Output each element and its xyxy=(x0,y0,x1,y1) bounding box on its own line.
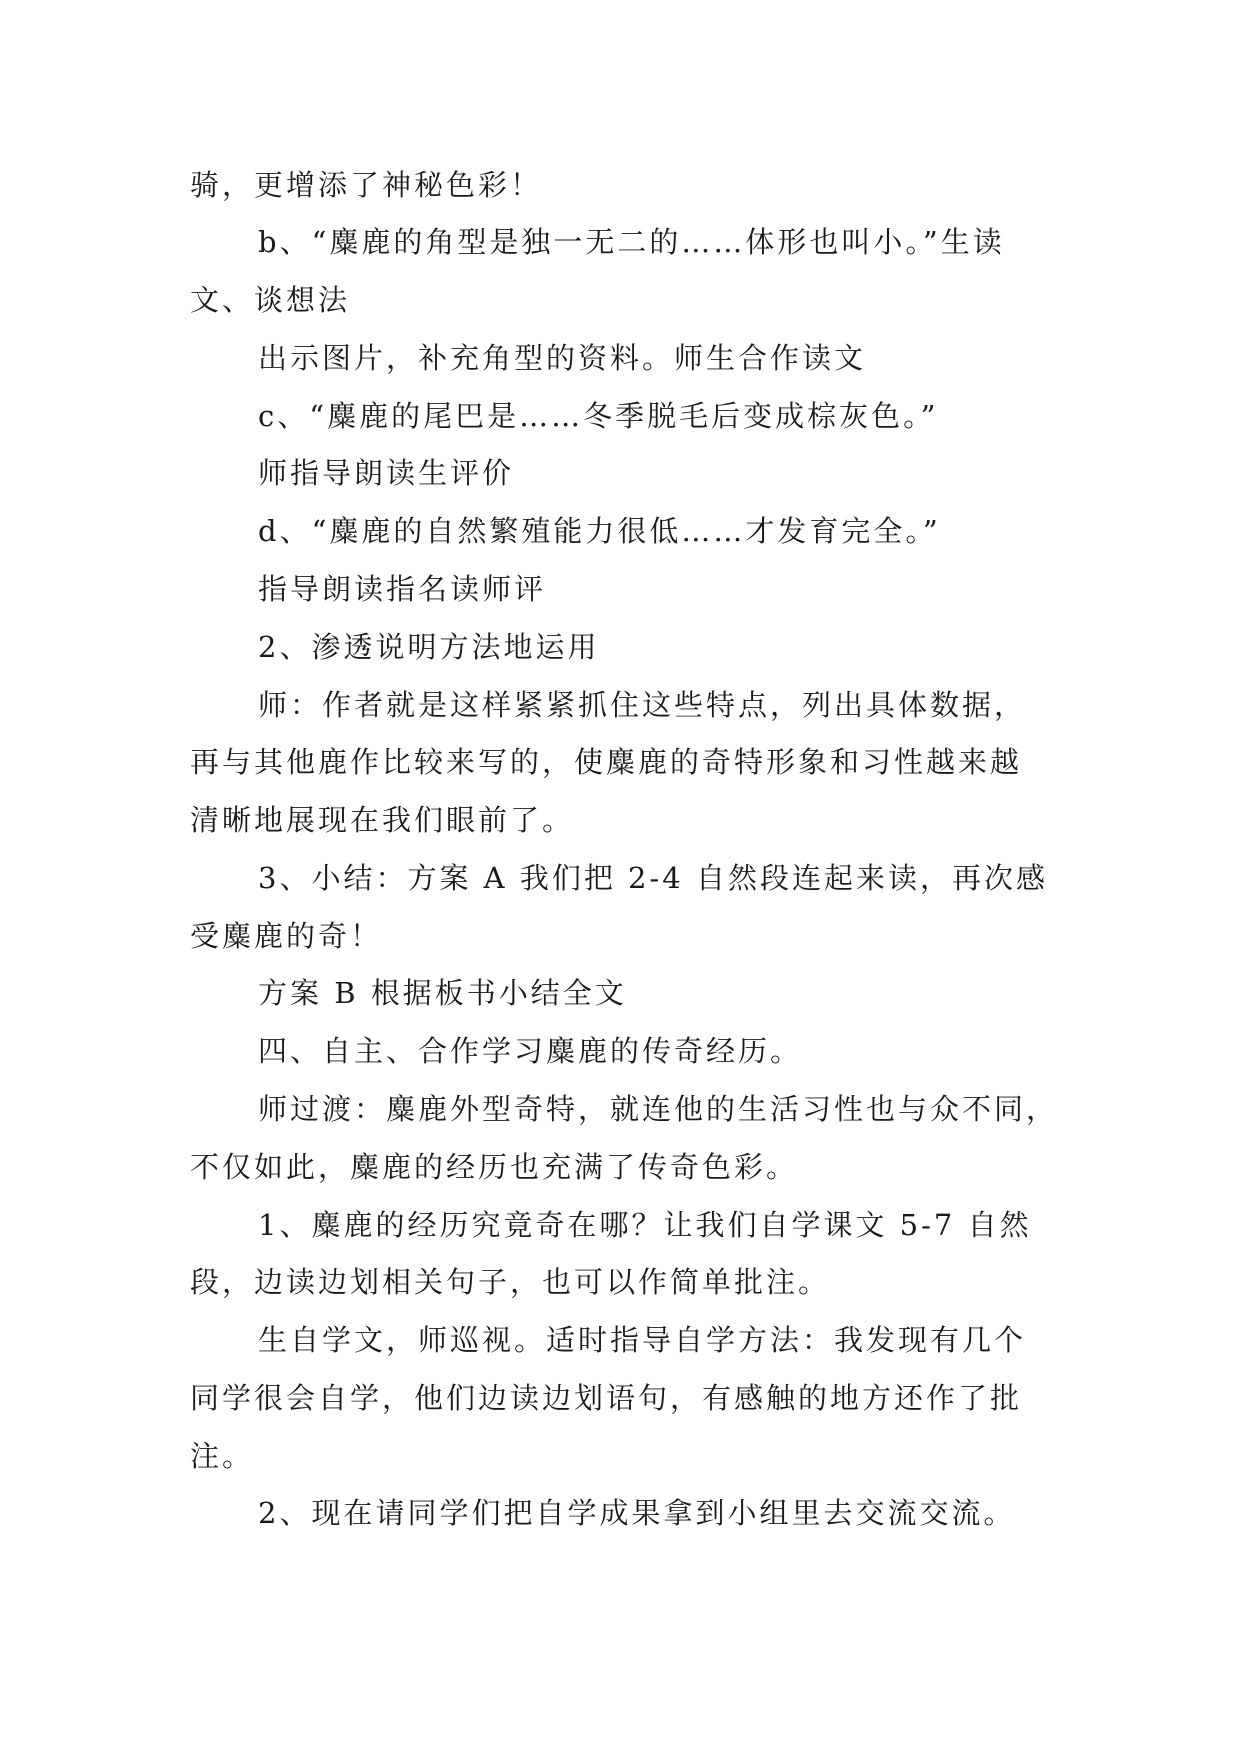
text-line: 师过渡：麋鹿外型奇特，就连他的生活习性也与众不同， xyxy=(258,1092,1059,1126)
text-line: 出示图片，补充角型的资料。师生合作读文 xyxy=(258,341,867,375)
text-line: d、“麋鹿的自然繁殖能力很低……才发育完全。” xyxy=(258,514,941,548)
text-line: 骑，更增添了神秘色彩！ xyxy=(190,168,543,202)
text-line: 受麋鹿的奇！ xyxy=(190,919,383,953)
text-line: 师：作者就是这样紧紧抓住这些特点，列出具体数据， xyxy=(258,688,1027,722)
text-line: 不仅如此，麋鹿的经历也充满了传奇色彩。 xyxy=(190,1150,799,1184)
text-line: 生自学文，师巡视。适时指导自学方法：我发现有几个 xyxy=(258,1323,1027,1357)
text-line: 四、自主、合作学习麋鹿的传奇经历。 xyxy=(258,1034,803,1068)
text-line: 注。 xyxy=(190,1439,255,1473)
text-line: 指导朗读指名读师评 xyxy=(258,572,547,606)
text-line: 再与其他鹿作比较来写的，使麋鹿的奇特形象和习性越来越 xyxy=(190,745,1023,779)
text-line: 清晰地展现在我们眼前了。 xyxy=(190,803,575,837)
text-line: 师指导朗读生评价 xyxy=(258,456,515,490)
text-line: 方案 B 根据板书小结全文 xyxy=(258,976,627,1010)
text-line: 文、谈想法 xyxy=(190,283,351,317)
text-line: 1、麋鹿的经历究竟奇在哪？让我们自学课文 5-7 自然 xyxy=(258,1208,1032,1242)
text-line: 3、小结：方案 A 我们把 2-4 自然段连起来读，再次感 xyxy=(258,861,1048,895)
text-line: c、“麋鹿的尾巴是……冬季脱毛后变成棕灰色。” xyxy=(258,399,939,433)
text-line: 2、渗透说明方法地运用 xyxy=(258,630,600,664)
text-line: 同学很会自学，他们边读边划语句，有感触的地方还作了批 xyxy=(190,1381,1023,1415)
text-line: 段，边读边划相关句子，也可以作简单批注。 xyxy=(190,1265,831,1299)
text-line: 2、现在请同学们把自学成果拿到小组里去交流交流。 xyxy=(258,1496,1016,1530)
text-line: b、“麋鹿的角型是独一无二的……体形也叫小。”生读 xyxy=(258,225,1005,259)
